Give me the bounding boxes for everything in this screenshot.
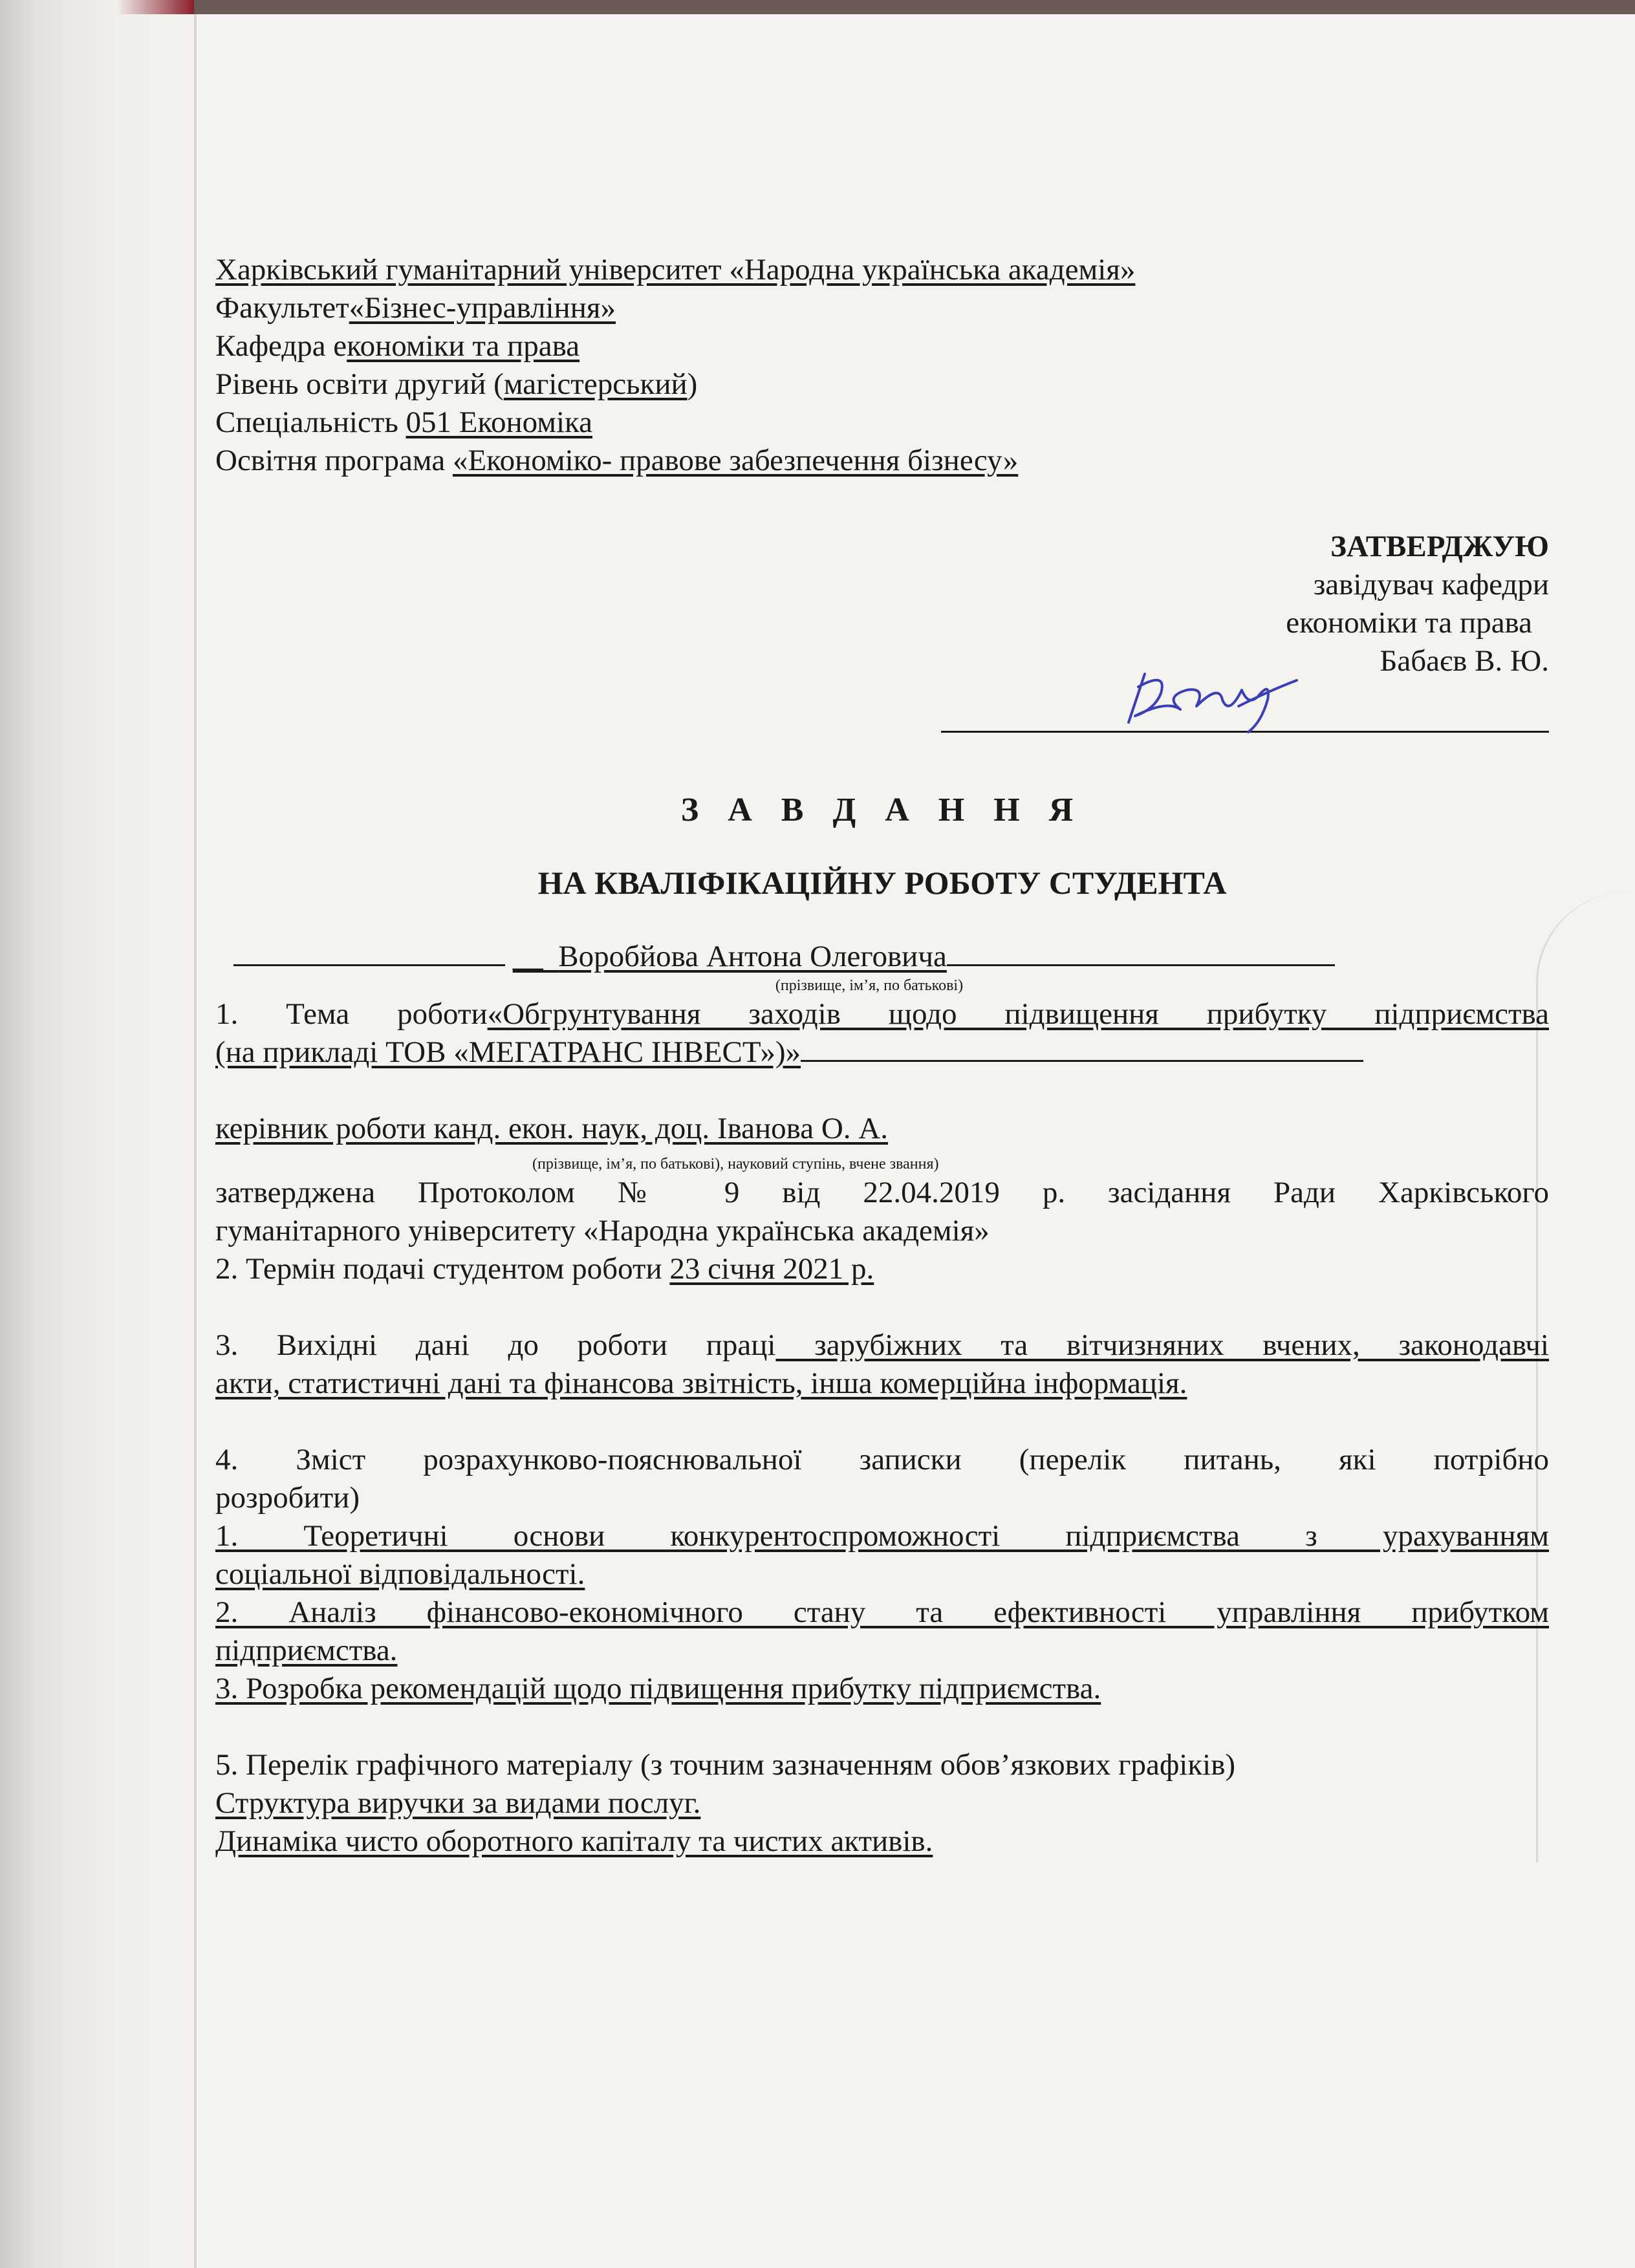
student-blank-left [233, 936, 505, 966]
department-line [215, 327, 1549, 365]
binding-shadow [0, 0, 194, 2268]
deadline-label: 2. Термін подачі студентом роботи [215, 1252, 670, 1286]
contents-item-2a: 2. Аналіз фінансово-економічного стану та ефективності управління прибутком [215, 1595, 1549, 1629]
student-blank-right [947, 936, 1335, 966]
approval-title: ЗАТВЕРДЖУЮ [1330, 530, 1549, 563]
source-data-label: 3. Вихідні дані до роботи праці [215, 1328, 776, 1362]
student-caption: (прізвище, ім’я, по батькові) [775, 977, 964, 994]
contents-item-2b: підприємства. [215, 1634, 398, 1667]
university-name: Харківський гуманітарний університет «Народна українська академія» [215, 253, 1136, 286]
assignment-document [215, 251, 1549, 1861]
graphics-label: 5. Перелік графічного матеріалу (з точним зазначенням обов’язкових графіків) [215, 1748, 1236, 1782]
topic-value-2: (на прикладі ТОВ «МЕГАТРАНС ІНВЕСТ»)» [215, 1035, 801, 1069]
contents-item-1a: 1. Теоретичні основи конкурентоспроможності підприємства з урахуванням [215, 1519, 1549, 1553]
specialty-line [215, 404, 1549, 442]
specialty-value: 051 Економіка [406, 405, 592, 439]
deadline-value: 23 січня 2021 р. [669, 1252, 874, 1286]
topic-line-2 [215, 1033, 1549, 1072]
program-value: «Економіко- правове забезпечення бізнесу» [452, 444, 1019, 477]
graphics-item-2: Динаміка чисто оборотного капіталу та чистих активів. [215, 1824, 933, 1858]
approved-line-2: гуманітарного університету «Народна українська академія» [215, 1214, 990, 1247]
department-label: Кафедра е [215, 329, 347, 363]
supervisor: керівник роботи канд. екон. наук, доц. Іванова О. А. [215, 1112, 888, 1145]
level-label: Рівень освіти другий ( [215, 367, 504, 401]
signature-line [941, 680, 1549, 733]
contents-item-1b: соціальної відповідальності. [215, 1557, 585, 1591]
faculty-line [215, 289, 1549, 327]
level-value: магістерський [503, 367, 688, 401]
source-data-line-1 [215, 1326, 1549, 1365]
approval-role-2: економіки та права [1286, 606, 1532, 640]
deadline-line [215, 1250, 1549, 1288]
topic-value-1: «Обгрунтування заходів щодо підвищення прибутку підприємства [487, 997, 1549, 1031]
document-subtitle: НА КВАЛІФІКАЦІЙНУ РОБОТУ СТУДЕНТА [537, 865, 1227, 901]
specialty-label: Спеціальність [215, 405, 398, 439]
faculty-label: Факультет [215, 291, 349, 325]
contents-line-2: розробити) [215, 1481, 360, 1515]
approval-name: Бабаєв В. Ю. [1380, 644, 1549, 678]
supervisor-caption: (прізвище, ім’я, по батькові), науковий ступінь, вчене звання) [532, 1156, 939, 1172]
source-data-value-1: зарубіжних та вітчизняних вчених, законодавчі [775, 1328, 1549, 1362]
graphics-item-1: Структура виручки за видами послуг. [215, 1786, 701, 1820]
scan-top-edge [0, 0, 1635, 14]
source-data-value-2: акти, статистичні дані та фінансова звітність, інша комерційна інформація. [215, 1366, 1187, 1400]
faculty-value: «Бізнес-управління» [349, 291, 616, 325]
program-line [215, 442, 1549, 480]
topic-line-1 [215, 995, 1549, 1033]
page-curl [1536, 892, 1635, 1863]
contents-line-1: 4. Зміст розрахунково-пояснювальної записки (перелік питань, які потрібно [215, 1443, 1549, 1476]
student-name: __ Воробйова Антона Олеговича [512, 940, 947, 973]
page-fold [194, 14, 197, 2268]
approved-line-1: затверджена Протоколом № 9 від 22.04.2019 р. засідання Ради Харківського [215, 1176, 1549, 1209]
contents-item-3: 3. Розробка рекомендацій щодо підвищення прибутку підприємства. [215, 1672, 1101, 1705]
program-label: Освітня програма [215, 444, 446, 477]
topic-blank [801, 1034, 1363, 1062]
level-close: ) [687, 367, 698, 401]
student-name-text: Воробйова Антона Олеговича [558, 940, 947, 973]
approval-role-1: завідувач кафедри [1313, 568, 1549, 601]
department-value: кономіки та права [347, 329, 580, 363]
education-level-line [215, 365, 1549, 404]
document-title: З А В Д А Н Н Я [680, 792, 1084, 828]
signature-image [1109, 661, 1303, 739]
topic-label: 1. Тема роботи [215, 997, 488, 1031]
student-line [215, 936, 1549, 976]
